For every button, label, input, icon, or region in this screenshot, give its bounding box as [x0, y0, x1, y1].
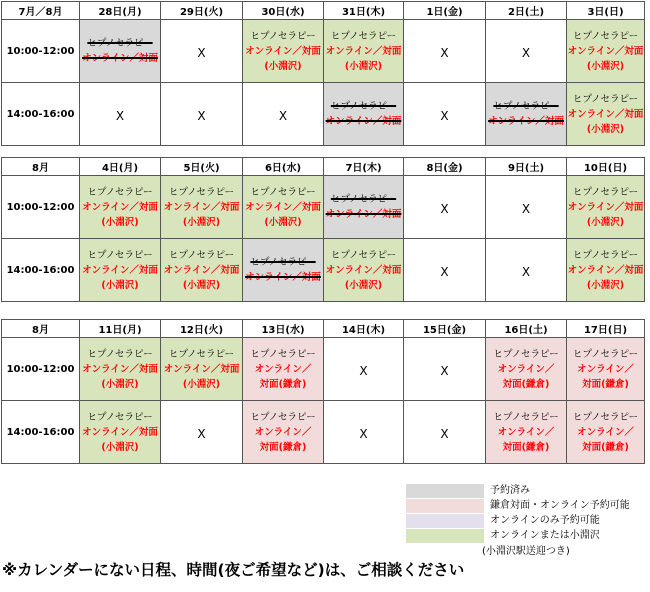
cell-line: オンライン／: [497, 363, 555, 375]
cell-line: オンライン／対面: [245, 272, 321, 283]
unavailable-cell: [404, 176, 486, 239]
legend-swatch: [406, 484, 484, 498]
unavailable-cell: [486, 176, 567, 239]
calendar-week-table: [1, 319, 645, 464]
legend-label: オンラインのみ予約可能: [490, 515, 600, 526]
day-header: 14日(木): [324, 320, 404, 338]
cell-line: (小淵沢): [586, 60, 625, 72]
cell-line: ヒプノセラピー: [330, 30, 397, 42]
cell-line: (小淵沢): [586, 123, 625, 135]
cell-line: 対面(鎌倉): [502, 378, 550, 390]
kamakura-slot: [567, 401, 645, 464]
online-kobuchisawa-slot: [567, 83, 645, 146]
kamakura-slot: [486, 338, 567, 401]
calendar-week-table: [1, 157, 645, 302]
cell-line: ヒプノセラピー: [330, 101, 397, 112]
legend-swatch: [406, 514, 484, 528]
unavailable-cell: [404, 83, 486, 146]
day-header: 6日(水): [243, 158, 324, 176]
cell-line: ヒプノセラピー: [250, 30, 316, 42]
legend-label: オンラインまたは小淵沢: [490, 530, 600, 541]
cell-line: オンライン／: [577, 426, 634, 438]
calendar-header-row: [2, 158, 645, 176]
cell-line: オンライン／対面: [82, 264, 158, 276]
day-header: 13日(水): [243, 320, 324, 338]
time-slot-label: 14:00-16:00: [2, 239, 80, 302]
kamakura-slot: [486, 401, 567, 464]
footer-note: ※カレンダーにない日程、時間(夜ご希望など)は、ご相談ください: [2, 561, 465, 579]
cell-line: ヒプノセラピー: [330, 194, 397, 205]
day-header: 7日(木): [324, 158, 404, 176]
unavailable-cell: [243, 83, 324, 146]
calendar-week-table: [1, 1, 645, 146]
legend-label: 鎌倉対面・オンライン予約可能: [490, 500, 630, 511]
month-label: 7月／8月: [2, 2, 80, 20]
cell-line: オンライン／対面: [567, 45, 644, 57]
calendar-header-row: [2, 2, 645, 20]
day-header: 1日(金): [404, 2, 486, 20]
day-header: 2日(土): [486, 2, 567, 20]
kamakura-slot: [243, 338, 324, 401]
time-slot-row: [2, 20, 645, 83]
cell-line: オンライン／対面: [325, 45, 402, 57]
day-header: 9日(土): [486, 158, 567, 176]
kamakura-slot: [243, 401, 324, 464]
time-slot-label: 10:00-12:00: [2, 176, 80, 239]
time-slot-label: 10:00-12:00: [2, 338, 80, 401]
unavailable-cell: [404, 338, 486, 401]
day-header: 15日(金): [404, 320, 486, 338]
unavailable-mark: X: [197, 426, 206, 441]
online-kobuchisawa-slot: [80, 239, 161, 302]
cell-line: ヒプノセラピー: [572, 30, 639, 42]
unavailable-cell: [404, 401, 486, 464]
unavailable-mark: X: [115, 108, 125, 123]
cell-line: ヒプノセラピー: [572, 348, 639, 360]
cell-line: 対面(鎌倉): [259, 441, 307, 453]
cell-line: ヒプノセラピー: [87, 348, 153, 360]
day-header: 12日(火): [161, 320, 243, 338]
online-kobuchisawa-slot: [324, 239, 404, 302]
cell-line: オンライン／対面: [567, 201, 644, 213]
unavailable-cell: [486, 239, 567, 302]
cell-line: (小淵沢): [586, 279, 625, 291]
day-header: 31日(木): [324, 2, 404, 20]
cell-line: オンライン／対面: [567, 264, 644, 276]
legend-swatch: [406, 499, 484, 513]
cell-line: ヒプノセラピー: [572, 93, 639, 105]
time-slot-row: [2, 239, 645, 302]
cell-line: オンライン／: [254, 426, 312, 438]
day-header: 17日(日): [567, 320, 645, 338]
unavailable-mark: X: [521, 201, 531, 216]
cell-line: オンライン／対面: [325, 116, 402, 127]
unavailable-cell: [486, 20, 567, 83]
calendar-header-row: [2, 320, 645, 338]
unavailable-mark: X: [197, 108, 206, 123]
time-slot-label: 10:00-12:00: [2, 20, 80, 83]
online-kobuchisawa-slot: [161, 239, 243, 302]
time-slot-row: [2, 176, 645, 239]
booked-slot: [324, 176, 404, 239]
unavailable-cell: [161, 401, 243, 464]
cell-line: オンライン／対面: [325, 264, 402, 276]
cell-line: オンライン／: [577, 363, 634, 375]
month-label: 8月: [2, 320, 80, 338]
booked-slot: [324, 83, 404, 146]
booked-slot: [486, 83, 567, 146]
cell-line: ヒプノセラピー: [250, 411, 316, 423]
unavailable-mark: X: [359, 426, 368, 441]
cell-line: オンライン／: [497, 426, 555, 438]
cell-line: 対面(鎌倉): [582, 378, 629, 390]
cell-line: ヒプノセラピー: [493, 348, 559, 360]
time-slot-row: [2, 83, 645, 146]
cell-line: (小淵沢): [182, 216, 221, 228]
cell-line: ヒプノセラピー: [250, 257, 316, 268]
online-kobuchisawa-slot: [80, 176, 161, 239]
cell-line: オンライン／対面: [488, 116, 564, 127]
cell-line: オンライン／対面: [245, 45, 321, 57]
day-header: 30日(水): [243, 2, 324, 20]
day-header: 4日(月): [80, 158, 161, 176]
cell-line: ヒプノセラピー: [493, 411, 559, 423]
cell-line: ヒプノセラピー: [168, 249, 235, 261]
day-header: 16日(土): [486, 320, 567, 338]
unavailable-mark: X: [278, 108, 288, 123]
legend-swatch: [406, 529, 484, 543]
cell-line: (小淵沢): [182, 279, 221, 291]
cell-line: (小淵沢): [101, 216, 139, 228]
time-slot-row: [2, 338, 645, 401]
online-kobuchisawa-slot: [161, 176, 243, 239]
cell-line: (小淵沢): [101, 279, 139, 291]
cell-line: ヒプノセラピー: [330, 249, 397, 261]
cell-line: オンライン／対面: [82, 201, 158, 213]
unavailable-mark: X: [440, 264, 449, 279]
cell-line: (小淵沢): [264, 216, 302, 228]
cell-line: ヒプノセラピー: [87, 249, 153, 261]
cell-line: ヒプノセラピー: [572, 186, 639, 198]
time-slot-label: 14:00-16:00: [2, 401, 80, 464]
unavailable-cell: [161, 83, 243, 146]
kamakura-slot: [567, 338, 645, 401]
cell-line: (小淵沢): [586, 216, 625, 228]
cell-line: ヒプノセラピー: [493, 101, 559, 112]
cell-line: 対面(鎌倉): [259, 378, 307, 390]
unavailable-mark: X: [440, 108, 449, 123]
day-header: 8日(金): [404, 158, 486, 176]
cell-line: オンライン／対面: [245, 201, 321, 213]
day-header: 11日(月): [80, 320, 161, 338]
time-slot-row: [2, 401, 645, 464]
online-kobuchisawa-slot: [80, 401, 161, 464]
cell-line: 対面(鎌倉): [502, 441, 550, 453]
cell-line: オンライン／対面: [82, 363, 158, 375]
online-kobuchisawa-slot: [243, 176, 324, 239]
online-kobuchisawa-slot: [324, 20, 404, 83]
unavailable-cell: [404, 239, 486, 302]
unavailable-mark: X: [440, 426, 449, 441]
cell-line: オンライン／対面: [567, 108, 644, 120]
cell-line: (小淵沢): [101, 378, 139, 390]
cell-line: ヒプノセラピー: [572, 411, 639, 423]
online-kobuchisawa-slot: [243, 20, 324, 83]
cell-line: 対面(鎌倉): [582, 441, 629, 453]
cell-line: (小淵沢): [101, 441, 139, 453]
month-label: 8月: [2, 158, 80, 176]
cell-line: ヒプノセラピー: [168, 348, 235, 360]
unavailable-mark: X: [440, 363, 449, 378]
day-header: 3日(日): [567, 2, 645, 20]
unavailable-mark: X: [521, 264, 531, 279]
cell-line: オンライン／対面: [163, 201, 240, 213]
cell-line: ヒプノセラピー: [572, 249, 639, 261]
cell-line: ヒプノセラピー: [87, 411, 153, 423]
unavailable-cell: [324, 338, 404, 401]
legend-label: 予約済み: [490, 485, 530, 496]
unavailable-mark: X: [197, 45, 206, 60]
unavailable-cell: [161, 20, 243, 83]
cell-line: ヒプノセラピー: [168, 186, 235, 198]
cell-line: オンライン／対面: [82, 53, 158, 64]
unavailable-mark: X: [440, 45, 449, 60]
cell-line: (小淵沢): [344, 60, 383, 72]
booked-slot: [243, 239, 324, 302]
booked-slot: [80, 20, 161, 83]
cell-line: ヒプノセラピー: [87, 186, 153, 198]
unavailable-mark: X: [440, 201, 449, 216]
unavailable-cell: [404, 20, 486, 83]
cell-line: オンライン／対面: [163, 264, 240, 276]
cell-line: オンライン／: [254, 363, 312, 375]
day-header: 5日(火): [161, 158, 243, 176]
cell-line: ヒプノセラピー: [87, 38, 153, 49]
cell-line: ヒプノセラピー: [250, 348, 316, 360]
online-kobuchisawa-slot: [567, 239, 645, 302]
day-header: 29日(火): [161, 2, 243, 20]
legend-subnote: (小淵沢駅送迎つき): [482, 546, 570, 557]
cell-line: ヒプノセラピー: [250, 186, 316, 198]
unavailable-mark: X: [359, 363, 368, 378]
unavailable-mark: X: [521, 45, 531, 60]
unavailable-cell: [324, 401, 404, 464]
online-kobuchisawa-slot: [161, 338, 243, 401]
cell-line: (小淵沢): [344, 279, 383, 291]
cell-line: オンライン／対面: [82, 426, 158, 438]
online-kobuchisawa-slot: [567, 20, 645, 83]
cell-line: オンライン／対面: [163, 363, 240, 375]
online-kobuchisawa-slot: [567, 176, 645, 239]
day-header: 28日(月): [80, 2, 161, 20]
online-kobuchisawa-slot: [80, 338, 161, 401]
time-slot-label: 14:00-16:00: [2, 83, 80, 146]
cell-line: (小淵沢): [182, 378, 221, 390]
day-header: 10日(日): [567, 158, 645, 176]
cell-line: (小淵沢): [264, 60, 302, 72]
unavailable-cell: [80, 83, 161, 146]
cell-line: オンライン／対面: [325, 209, 402, 220]
